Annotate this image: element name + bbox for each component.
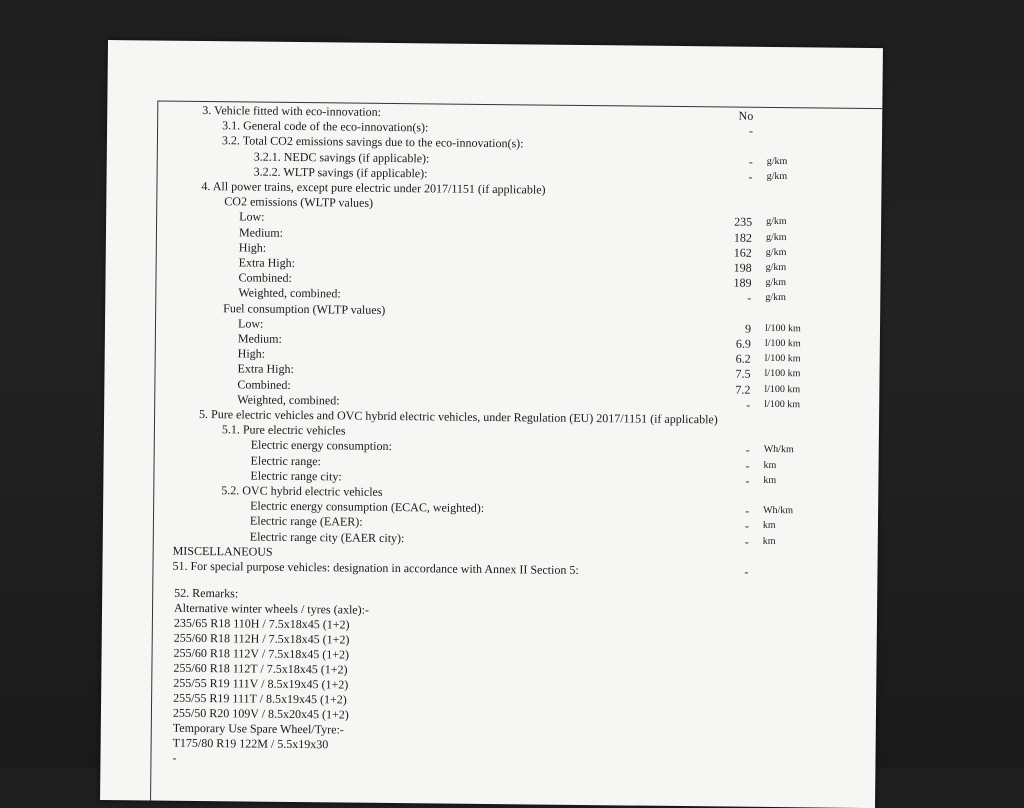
spec-value: -	[703, 472, 749, 488]
spec-unit: km	[763, 518, 776, 534]
remarks-line: Temporary Use Spare Wheel/Tyre:-	[173, 721, 368, 738]
spec-label: Electric range (EAER):	[250, 513, 363, 530]
spec-label: 5.2. OVC hybrid electric vehicles	[221, 482, 382, 500]
spec-label: CO2 emissions (WLTP values)	[224, 193, 373, 211]
spec-value: 162	[706, 244, 752, 260]
spec-unit: g/km	[766, 229, 787, 245]
spec-label: Extra High:	[237, 361, 293, 378]
spec-label: 3.2.1. NEDC savings (if applicable):	[254, 148, 430, 166]
spec-label: High:	[239, 239, 267, 255]
spec-value: -	[707, 168, 753, 184]
spec-label: 4. All power trains, except pure electric under 2017/1151 (if applicable)	[201, 178, 545, 198]
spec-unit: l/100 km	[764, 381, 800, 397]
spec-value: 6.2	[705, 350, 751, 366]
spec-unit: km	[763, 457, 776, 473]
spec-value: -	[705, 290, 751, 306]
spec-unit: l/100 km	[765, 351, 801, 367]
remarks-line: T175/80 R19 122M / 5.5x19x30	[173, 736, 368, 753]
remarks-line: 255/60 R18 112T / 7.5x18x45 (1+2)	[173, 661, 368, 678]
spec-label: 3.2. Total CO2 emissions savings due to the eco-innovation(s):	[222, 133, 524, 152]
spec-label: Extra High:	[239, 254, 295, 271]
spec-unit: km	[763, 473, 776, 489]
remarks-line: 255/50 R20 109V / 8.5x20x45 (1+2)	[173, 706, 368, 723]
spec-value: 198	[706, 259, 752, 275]
spec-label: Fuel consumption (WLTP values)	[223, 300, 385, 318]
remarks-block	[172, 586, 369, 768]
spec-label: 51. For special purpose vehicles: designation in accordance with Annex II Section 5:	[172, 558, 578, 578]
spec-value: 7.2	[704, 381, 750, 397]
spec-label: MISCELLANEOUS	[173, 543, 273, 560]
spec-value: -	[703, 533, 749, 549]
spec-value: -	[703, 502, 749, 518]
spec-label: Electric energy consumption (ECAC, weighted):	[250, 498, 484, 516]
remarks-line: 235/65 R18 110H / 7.5x18x45 (1+2)	[174, 616, 369, 633]
spec-value: No	[707, 107, 753, 123]
spec-unit: l/100 km	[765, 321, 801, 337]
spec-label: Electric energy consumption:	[251, 437, 392, 454]
spec-label: Weighted, combined:	[237, 391, 340, 408]
remarks-line: 255/55 R19 111V / 8.5x19x45 (1+2)	[173, 676, 368, 693]
spec-value: -	[707, 122, 753, 138]
spec-value: 9	[705, 320, 751, 336]
spec-unit: Wh/km	[764, 442, 794, 458]
remarks-line: 255/55 R19 111T / 8.5x19x45 (1+2)	[173, 691, 368, 708]
spec-label: Electric range city:	[250, 467, 341, 484]
spec-label: High:	[238, 346, 266, 362]
spec-unit: g/km	[765, 275, 786, 291]
spec-label: 3. Vehicle fitted with eco-innovation:	[202, 102, 381, 120]
spec-unit: g/km	[766, 260, 787, 276]
spec-label: 3.1. General code of the eco-innovation(s):	[222, 117, 428, 135]
spec-label: Combined:	[238, 270, 292, 287]
remarks-heading: 52. Remarks:	[174, 586, 369, 603]
spec-label: Combined:	[237, 376, 291, 393]
spec-label: Medium:	[238, 330, 282, 346]
spec-label: Electric range:	[251, 452, 321, 469]
spec-value: -	[702, 563, 748, 579]
spec-list	[108, 40, 883, 48]
spec-label: Electric range city (EAER city):	[250, 528, 405, 546]
spec-label: Weighted, combined:	[238, 285, 341, 302]
spec-value: -	[707, 153, 753, 169]
spec-unit: Wh/km	[763, 503, 793, 519]
spec-label: 5. Pure electric vehicles and OVC hybrid electric vehicles, under Regulation (EU) 2017/1151 (if applicable)	[199, 406, 718, 427]
spec-unit: g/km	[766, 245, 787, 261]
spec-unit: g/km	[766, 214, 787, 230]
spec-value: 182	[706, 229, 752, 245]
spec-value: -	[703, 457, 749, 473]
spec-label: 3.2.2. WLTP savings (if applicable):	[254, 163, 428, 181]
spec-label: 5.1. Pure electric vehicles	[222, 421, 346, 438]
spec-unit: l/100 km	[764, 397, 800, 413]
spec-label: Low:	[238, 315, 264, 331]
remarks-line: -	[172, 751, 367, 768]
spec-unit: g/km	[767, 153, 788, 169]
spec-value: 189	[705, 274, 751, 290]
spec-unit: l/100 km	[765, 336, 801, 352]
spec-label: Medium:	[239, 224, 283, 240]
spec-value: -	[704, 442, 750, 458]
spec-value: -	[704, 396, 750, 412]
spec-value: 235	[706, 214, 752, 230]
spec-value: 7.5	[704, 366, 750, 382]
spec-unit: g/km	[765, 290, 786, 306]
spec-unit: km	[763, 533, 776, 549]
remarks-line: 255/60 R18 112H / 7.5x18x45 (1+2)	[174, 631, 369, 648]
remarks-line: 255/60 R18 112V / 7.5x18x45 (1+2)	[174, 646, 369, 663]
spec-label: Low:	[239, 209, 265, 225]
remarks-line: Alternative winter wheels / tyres (axle):-	[174, 601, 369, 618]
document-page	[100, 40, 883, 808]
spec-value: -	[703, 518, 749, 534]
spec-unit: g/km	[767, 169, 788, 185]
spec-value: 6.9	[705, 335, 751, 351]
spec-unit: l/100 km	[764, 366, 800, 382]
